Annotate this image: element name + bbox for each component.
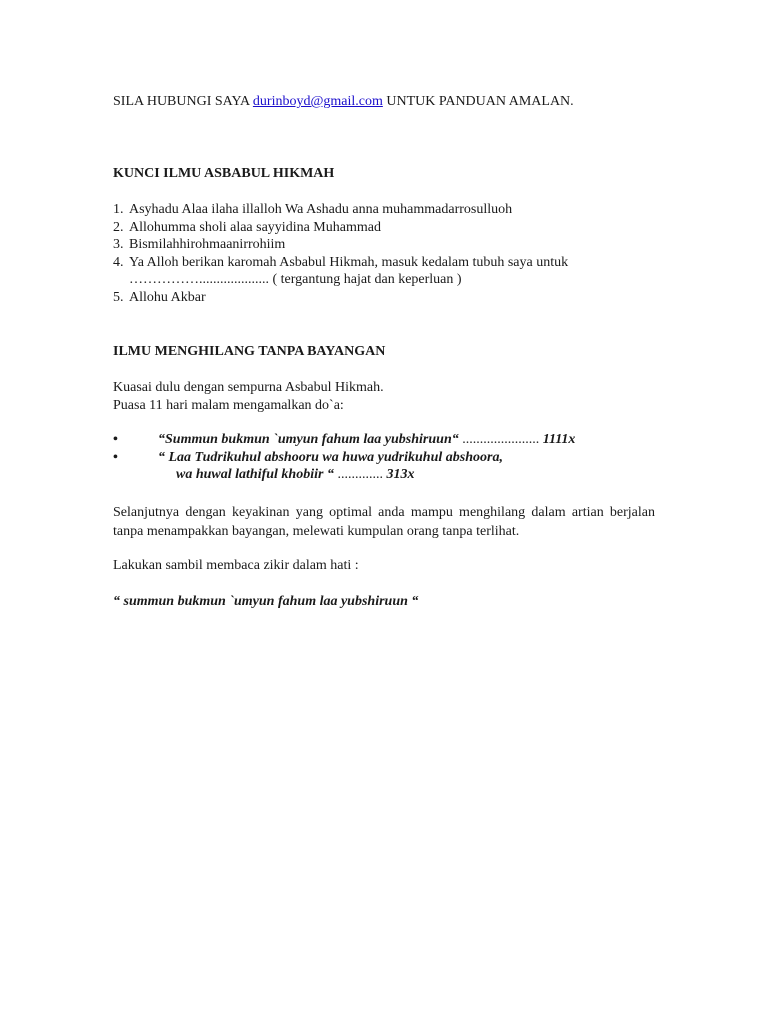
list-item-continuation xyxy=(113,271,655,289)
list-item-text: Bismilahhirohmaanirrohiim xyxy=(129,237,286,253)
section-heading-asbabul-hikmah: KUNCI ILMU ASBABUL HIKMAH xyxy=(113,166,335,181)
zikir-quote: “ summun bukmun `umyun fahum laa yubshiruun “ xyxy=(113,594,419,609)
list-item-number: 5. xyxy=(113,289,124,305)
bullet-count: 313x xyxy=(382,467,415,483)
list-item xyxy=(113,219,655,237)
doa-bullet-list xyxy=(113,431,655,484)
bullet-dots: ...................... xyxy=(462,432,540,447)
instruction-line: Lakukan sambil membaca zikir dalam hati : xyxy=(113,558,359,573)
bullet-marker: • xyxy=(113,432,118,447)
list-item xyxy=(113,236,655,254)
kunci-list xyxy=(113,201,655,307)
contact-suffix: UNTUK PANDUAN AMALAN. xyxy=(382,94,574,109)
list-item-number: 3. xyxy=(113,237,124,253)
email-link[interactable]: durinboyd@gmail.com xyxy=(252,94,383,109)
intro-line-1: Kuasai dulu dengan sempurna Asbabul Hikmah. xyxy=(113,380,384,395)
contact-line xyxy=(113,93,574,111)
bullet-continuation xyxy=(113,466,655,484)
list-item xyxy=(113,289,655,307)
list-item-number: 2. xyxy=(113,219,124,235)
bullet-dots: ............. xyxy=(337,467,383,483)
body-paragraph: Selanjutnya dengan keyakinan yang optimal anda mampu menghilang dalam artian berjalan tanpa menampakkan bayangan, melewati kumpulan orang tanpa terlihat. xyxy=(113,505,655,539)
bullet-text: “Summun bukmun `umyun fahum laa yubshiruun“ xyxy=(158,432,463,447)
bullet-text: “ Laa Tudrikuhul abshooru wa huwa yudrikuhul abshoora, xyxy=(158,449,503,465)
section-heading-menghilang: ILMU MENGHILANG TANPA BAYANGAN xyxy=(113,344,386,359)
bullet-continuation-text: wa huwal lathiful khobiir “ xyxy=(176,467,338,483)
list-item-text: Asyhadu Alaa ilaha illalloh Wa Ashadu anna muhammadarrosulluoh xyxy=(129,202,513,217)
list-item-text: …………….................... ( tergantung hajat dan keperluan ) xyxy=(129,272,462,288)
bullet-count: 1111x xyxy=(539,432,576,447)
list-item-text: Allohumma sholi alaa sayyidina Muhammad xyxy=(129,219,381,235)
contact-prefix: SILA HUBUNGI SAYA xyxy=(113,94,253,109)
bullet-marker: • xyxy=(113,449,118,465)
list-item xyxy=(113,254,655,272)
list-item-text: Ya Alloh berikan karomah Asbabul Hikmah, masuk kedalam tubuh saya untuk xyxy=(129,254,569,270)
bullet-item xyxy=(113,431,655,449)
list-item xyxy=(113,201,655,219)
intro-line-2: Puasa 11 hari malam mengamalkan do`a: xyxy=(113,398,344,413)
list-item-number: 4. xyxy=(113,254,124,270)
list-item-text: Allohu Akbar xyxy=(129,289,206,305)
list-item-number: 1. xyxy=(113,202,124,217)
bullet-item xyxy=(113,449,655,467)
